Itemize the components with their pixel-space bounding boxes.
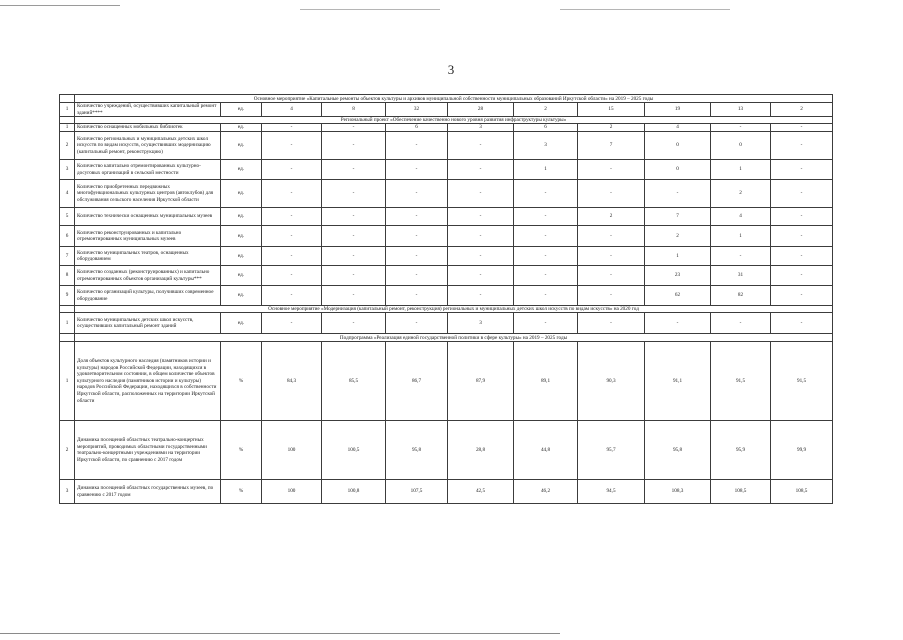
table-row — [60, 342, 833, 421]
value-cell: - — [448, 160, 514, 180]
row-number-cell: 6 — [60, 226, 75, 247]
row-number-cell: 2 — [60, 132, 75, 160]
value-cell: 100 — [262, 480, 322, 504]
indicator-name-cell: Количество муниципальных детских школ искусств, осуществивших капитальный ремонт зданий — [75, 313, 221, 334]
section-number-cell — [60, 117, 75, 124]
row-number-cell: 1 — [60, 313, 75, 334]
value-cell: - — [322, 124, 386, 132]
value-cell: - — [262, 266, 322, 286]
section-number-cell — [60, 334, 75, 342]
value-cell: 3 — [448, 313, 514, 334]
value-cell: 1 — [645, 247, 711, 266]
value-cell: 0 — [645, 160, 711, 180]
table-row — [60, 286, 833, 306]
row-number-cell: 9 — [60, 286, 75, 306]
value-cell: - — [386, 160, 448, 180]
unit-cell: ед. — [221, 124, 262, 132]
value-cell: 100 — [262, 421, 322, 480]
indicator-name-cell: Количество организаций культуры, получивших современное оборудование — [75, 286, 221, 306]
unit-cell: ед. — [221, 180, 262, 208]
indicator-name-cell: Доля объектов культурного наследия (памятников истории и культуры) народов Российской Федерации, находящихся в удовлетворительном состоянии, в общем количестве объектов культурного наследия (памятников истории и культуры) народов Российской Федерации, находящихся в собственности Иркутской области, расположенных на территории Иркутской области — [75, 342, 221, 421]
unit-cell: ед. — [221, 132, 262, 160]
table-row — [60, 226, 833, 247]
value-cell: 1 — [711, 160, 771, 180]
value-cell: - — [386, 247, 448, 266]
value-cell: - — [322, 286, 386, 306]
value-cell: - — [711, 124, 771, 132]
section-title: Региональный проект «Обеспечение качественно нового уровня развития инфраструктуры культуры» — [75, 117, 833, 124]
scan-edge-bottom — [0, 633, 560, 634]
value-cell: 4 — [262, 103, 322, 117]
value-cell: - — [386, 132, 448, 160]
value-cell: 4 — [711, 208, 771, 226]
row-number-cell: 3 — [60, 160, 75, 180]
table-row — [60, 160, 833, 180]
scan-edge-top-mid — [300, 9, 440, 10]
value-cell: - — [386, 226, 448, 247]
value-cell: 108,3 — [645, 480, 711, 504]
value-cell: 2 — [771, 103, 833, 117]
value-cell: - — [448, 208, 514, 226]
value-cell: - — [771, 180, 833, 208]
value-cell: 2 — [514, 103, 578, 117]
value-cell: 3 — [514, 132, 578, 160]
value-cell: 95,7 — [578, 421, 645, 480]
value-cell: - — [262, 208, 322, 226]
value-cell: 44,8 — [514, 421, 578, 480]
value-cell: - — [771, 226, 833, 247]
unit-cell: ед. — [221, 266, 262, 286]
value-cell: 19 — [645, 103, 711, 117]
value-cell: 91,5 — [711, 342, 771, 421]
value-cell: - — [386, 180, 448, 208]
section-title: Подпрограмма «Реализация единой государственной политики в сфере культуры» на 2019 – 2025 годы — [75, 334, 833, 342]
value-cell: - — [771, 124, 833, 132]
value-cell: - — [262, 226, 322, 247]
table-row — [60, 103, 833, 117]
value-cell: 8 — [322, 103, 386, 117]
value-cell: 85,5 — [322, 342, 386, 421]
table-row — [60, 132, 833, 160]
value-cell: - — [645, 180, 711, 208]
value-cell: - — [262, 286, 322, 306]
indicator-table-body — [60, 95, 833, 504]
unit-cell: ед. — [221, 247, 262, 266]
value-cell: - — [322, 132, 386, 160]
value-cell: 94,5 — [578, 480, 645, 504]
indicator-name-cell: Количество региональных и муниципальных детских школ искусств по видам искусств, осуществивших модернизацию (капитальный ремонт, реконструкцию) — [75, 132, 221, 160]
value-cell: 91,5 — [771, 342, 833, 421]
value-cell: - — [448, 266, 514, 286]
value-cell: - — [322, 247, 386, 266]
indicator-name-cell: Количество муниципальных театров, оснащенных оборудованием — [75, 247, 221, 266]
row-number-cell: 3 — [60, 480, 75, 504]
value-cell: 95,8 — [645, 421, 711, 480]
value-cell: 3 — [448, 124, 514, 132]
indicator-name-cell: Динамика посещений областных театрально-концертных мероприятий, проводимых областными государственными театрально-концертными учреждениями на территории Иркутской области, по сравнению с 2017 годом — [75, 421, 221, 480]
value-cell: - — [448, 286, 514, 306]
value-cell: - — [771, 160, 833, 180]
indicator-name-cell: Динамика посещений областных государственных музеев, по сравнению с 2017 годом — [75, 480, 221, 504]
value-cell: 23 — [645, 266, 711, 286]
unit-cell: % — [221, 342, 262, 421]
value-cell: - — [514, 313, 578, 334]
section-title: Основное мероприятие «Модернизация (капитальный ремонт, реконструкция) региональных и муниципальных детских школ искусств по видам искусств» на 2020 год — [75, 306, 833, 313]
value-cell: 86,7 — [386, 342, 448, 421]
value-cell: 0 — [645, 132, 711, 160]
indicator-name-cell: Количество реконструированных и капитально отремонтированных муниципальных музеев — [75, 226, 221, 247]
value-cell: 7 — [578, 132, 645, 160]
value-cell: 100,5 — [322, 421, 386, 480]
value-cell: 87,9 — [448, 342, 514, 421]
scan-edge-top-right — [560, 9, 730, 10]
unit-cell: ед. — [221, 208, 262, 226]
indicator-name-cell: Количество приобретенных передвижных многофункциональных культурных центров (автоклубов) для обслуживания сельского населения Иркутской области — [75, 180, 221, 208]
unit-cell: ед. — [221, 160, 262, 180]
unit-cell: ед. — [221, 226, 262, 247]
value-cell: - — [514, 180, 578, 208]
section-number-cell — [60, 95, 75, 103]
table-row — [60, 208, 833, 226]
value-cell: - — [771, 132, 833, 160]
value-cell: - — [386, 286, 448, 306]
value-cell: 108,5 — [711, 480, 771, 504]
value-cell: 28,8 — [448, 421, 514, 480]
value-cell: - — [578, 180, 645, 208]
value-cell: - — [514, 226, 578, 247]
section-row — [60, 306, 833, 313]
section-row — [60, 95, 833, 103]
value-cell: - — [262, 180, 322, 208]
value-cell: 2 — [578, 124, 645, 132]
row-number-cell: 7 — [60, 247, 75, 266]
value-cell: - — [448, 180, 514, 208]
value-cell: - — [514, 286, 578, 306]
value-cell: 2 — [711, 180, 771, 208]
value-cell: - — [322, 226, 386, 247]
value-cell: 82 — [711, 286, 771, 306]
value-cell: 91,1 — [645, 342, 711, 421]
value-cell: - — [262, 124, 322, 132]
value-cell: - — [262, 247, 322, 266]
row-number-cell: 1 — [60, 124, 75, 132]
value-cell: - — [771, 266, 833, 286]
section-row — [60, 334, 833, 342]
value-cell: 90,3 — [578, 342, 645, 421]
value-cell: - — [262, 313, 322, 334]
value-cell: 46,2 — [514, 480, 578, 504]
value-cell: - — [262, 160, 322, 180]
value-cell: - — [771, 208, 833, 226]
table-row — [60, 180, 833, 208]
scan-edge-top-left — [0, 5, 120, 6]
value-cell: 42,5 — [448, 480, 514, 504]
unit-cell: ед. — [221, 313, 262, 334]
row-number-cell: 1 — [60, 103, 75, 117]
row-number-cell: 2 — [60, 421, 75, 480]
value-cell: 2 — [578, 208, 645, 226]
value-cell: 13 — [711, 103, 771, 117]
value-cell: 84,3 — [262, 342, 322, 421]
value-cell: - — [578, 266, 645, 286]
value-cell: - — [386, 313, 448, 334]
value-cell: - — [578, 247, 645, 266]
table-row — [60, 247, 833, 266]
indicator-name-cell: Количество технически оснащенных муниципальных музеев — [75, 208, 221, 226]
value-cell: - — [322, 313, 386, 334]
value-cell: 0 — [711, 132, 771, 160]
value-cell: 1 — [711, 226, 771, 247]
value-cell: 99,9 — [771, 421, 833, 480]
value-cell: - — [578, 226, 645, 247]
indicator-name-cell: Количество оснащенных мобильных библиотек — [75, 124, 221, 132]
value-cell: - — [578, 313, 645, 334]
value-cell: 108,5 — [771, 480, 833, 504]
table-row — [60, 421, 833, 480]
indicator-name-cell: Количество капитально отремонтированных культурно-досуговых организаций в сельской местности — [75, 160, 221, 180]
value-cell: - — [322, 160, 386, 180]
value-cell: - — [448, 132, 514, 160]
value-cell: 4 — [645, 124, 711, 132]
table-row — [60, 266, 833, 286]
value-cell: 62 — [645, 286, 711, 306]
section-number-cell — [60, 306, 75, 313]
value-cell: - — [645, 313, 711, 334]
indicator-name-cell: Количество созданных (реконструированных) и капитально отремонтированных объектов организаций культуры*** — [75, 266, 221, 286]
value-cell: - — [514, 266, 578, 286]
value-cell: - — [322, 180, 386, 208]
value-cell: 89,1 — [514, 342, 578, 421]
value-cell: 6 — [514, 124, 578, 132]
value-cell: 15 — [578, 103, 645, 117]
value-cell: 95,9 — [711, 421, 771, 480]
value-cell: - — [711, 247, 771, 266]
row-number-cell: 4 — [60, 180, 75, 208]
indicator-table — [59, 94, 833, 504]
section-title: Основное мероприятие «Капитальные ремонты объектов культуры и архивов муниципальной собственности муниципальных образований Иркутской области» на 2019 – 2025 годы — [75, 95, 833, 103]
value-cell: - — [771, 247, 833, 266]
row-number-cell: 5 — [60, 208, 75, 226]
table-row — [60, 480, 833, 504]
value-cell: - — [514, 208, 578, 226]
value-cell: 6 — [386, 124, 448, 132]
value-cell: - — [448, 247, 514, 266]
unit-cell: % — [221, 480, 262, 504]
page-number: 3 — [447, 62, 455, 77]
unit-cell: % — [221, 421, 262, 480]
value-cell: 2 — [645, 226, 711, 247]
value-cell: 7 — [645, 208, 711, 226]
value-cell: 31 — [711, 266, 771, 286]
unit-cell: ед. — [221, 103, 262, 117]
value-cell: - — [578, 286, 645, 306]
unit-cell: ед. — [221, 286, 262, 306]
value-cell: 28 — [448, 103, 514, 117]
value-cell: 1 — [514, 160, 578, 180]
value-cell: - — [322, 266, 386, 286]
value-cell: - — [514, 247, 578, 266]
value-cell: 32 — [386, 103, 448, 117]
value-cell: - — [386, 208, 448, 226]
value-cell: - — [262, 132, 322, 160]
value-cell: - — [386, 266, 448, 286]
value-cell: 95,8 — [386, 421, 448, 480]
section-row — [60, 117, 833, 124]
value-cell: - — [578, 160, 645, 180]
value-cell: 107,5 — [386, 480, 448, 504]
table-row — [60, 313, 833, 334]
value-cell: - — [711, 313, 771, 334]
value-cell: - — [322, 208, 386, 226]
table-row — [60, 124, 833, 132]
row-number-cell: 1 — [60, 342, 75, 421]
row-number-cell: 8 — [60, 266, 75, 286]
value-cell: - — [448, 226, 514, 247]
value-cell: - — [771, 286, 833, 306]
value-cell: 100,8 — [322, 480, 386, 504]
value-cell: - — [771, 313, 833, 334]
indicator-name-cell: Количество учреждений, осуществивших капитальный ремонт зданий**** — [75, 103, 221, 117]
